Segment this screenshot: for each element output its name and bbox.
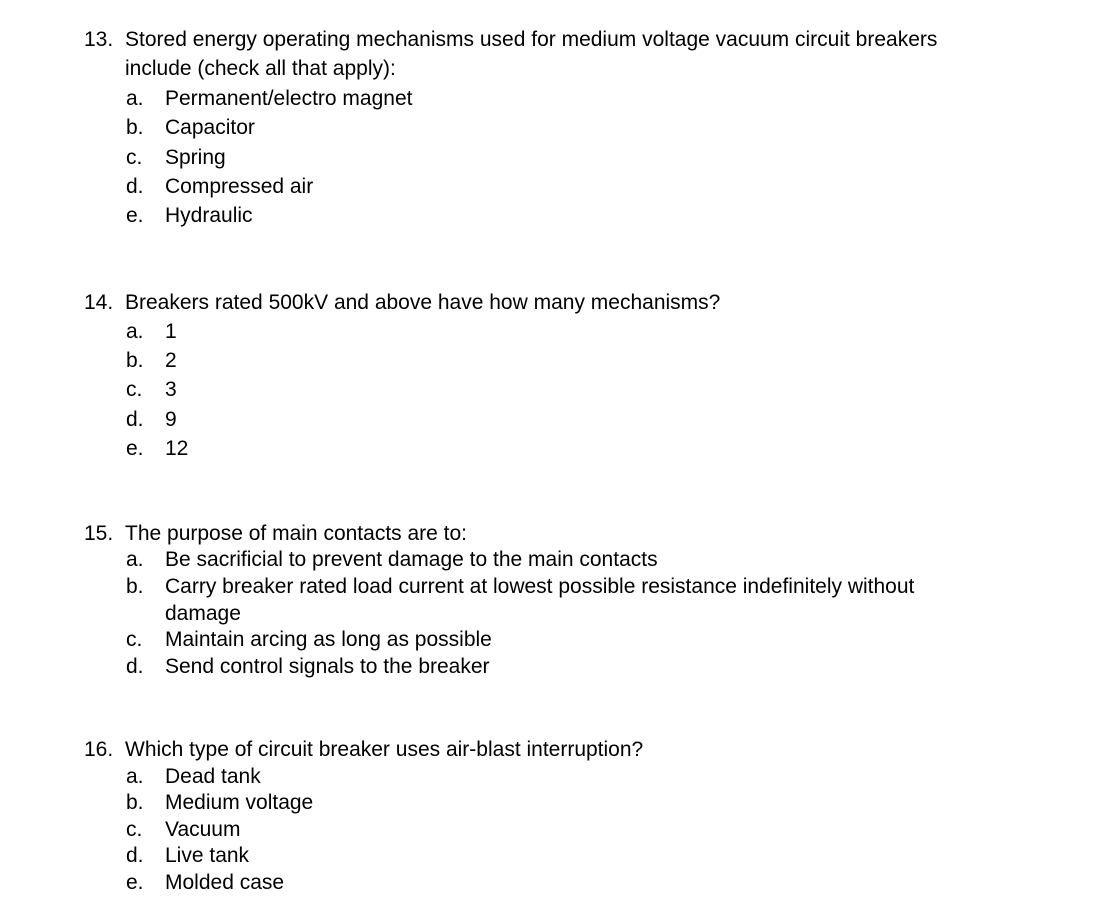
option-letter: d. (126, 655, 144, 678)
option-text: Live tank (165, 844, 250, 867)
option-letter: b. (126, 791, 144, 814)
option-text: 9 (165, 408, 177, 431)
option-letter: b. (126, 116, 144, 139)
option-text: Capacitor (165, 116, 255, 139)
option-letter: a. (126, 87, 144, 110)
question-number: 13. (84, 28, 114, 51)
option-text: Spring (165, 146, 226, 169)
option-text: Maintain arcing as long as possible (165, 628, 492, 651)
option-letter: d. (126, 408, 144, 431)
option-text: 3 (165, 378, 177, 401)
option-letter: c. (126, 146, 143, 169)
option-letter: a. (126, 548, 144, 571)
option-text: Be sacrificial to prevent damage to the main contacts (165, 548, 658, 571)
option-text: Carry breaker rated load current at lowest possible resistance indefinitely without (165, 575, 915, 598)
option-letter: d. (126, 175, 144, 198)
question-text: include (check all that apply): (125, 57, 396, 80)
question-text: Breakers rated 500kV and above have how many mechanisms? (125, 291, 721, 314)
option-letter: c. (126, 378, 143, 401)
question-text: The purpose of main contacts are to: (125, 522, 468, 545)
option-letter: a. (126, 765, 144, 788)
option-letter: c. (126, 818, 143, 841)
question-text: Which type of circuit breaker uses air-blast interruption? (125, 738, 644, 761)
option-text: damage (165, 602, 241, 625)
option-text: 12 (165, 437, 189, 460)
option-letter: b. (126, 575, 144, 598)
question-number: 16. (84, 738, 114, 761)
option-letter: a. (126, 320, 144, 343)
option-text: Send control signals to the breaker (165, 655, 490, 678)
option-letter: e. (126, 871, 144, 894)
option-text: Vacuum (165, 818, 241, 841)
question-number: 14. (84, 291, 114, 314)
option-text: Compressed air (165, 175, 314, 198)
option-letter: e. (126, 204, 144, 227)
option-letter: b. (126, 349, 144, 372)
option-text: Molded case (165, 871, 285, 894)
question-number: 15. (84, 522, 114, 545)
option-letter: d. (126, 844, 144, 867)
option-text: Dead tank (165, 765, 261, 788)
option-text: 1 (165, 320, 177, 343)
option-letter: e. (126, 437, 144, 460)
option-text: Medium voltage (165, 791, 314, 814)
option-text: 2 (165, 349, 177, 372)
option-text: Permanent/electro magnet (165, 87, 413, 110)
question-text: Stored energy operating mechanisms used for medium voltage vacuum circuit breakers (125, 28, 938, 51)
option-letter: c. (126, 628, 143, 651)
option-text: Hydraulic (165, 204, 253, 227)
